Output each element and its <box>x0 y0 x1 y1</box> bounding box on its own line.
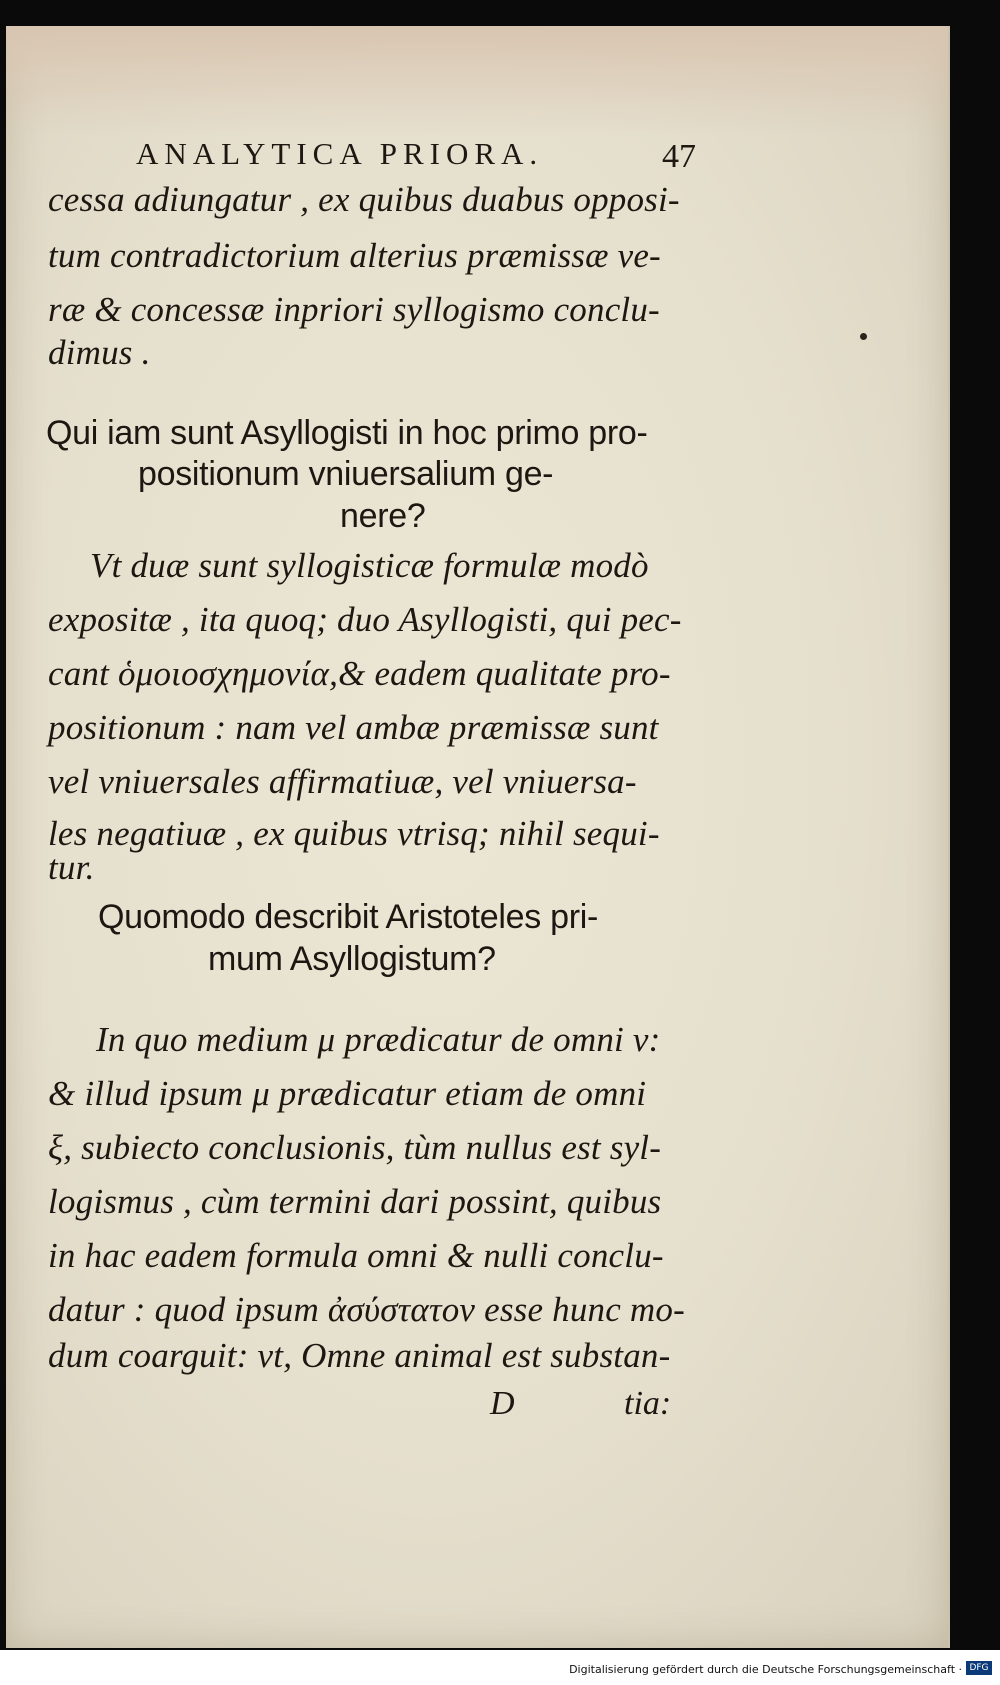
text-line: logismus , cùm termini dari possint, quibus <box>48 1182 662 1221</box>
text-line: cant ὁμοιοσχημονία,& eadem qualitate pro- <box>48 654 671 693</box>
text-line: tum contradictorium alterius præmissæ ve- <box>48 236 661 275</box>
text-line: les negatiuæ , ex quibus vtrisq; nihil sequi- <box>48 814 660 853</box>
text-line: In quo medium μ prædicatur de omni ν: <box>96 1020 661 1059</box>
text-line: ræ & concessæ inpriori syllogismo conclu- <box>48 290 660 329</box>
text-line: in hac eadem formula omni & nulli conclu- <box>48 1236 664 1275</box>
page-number: 47 <box>662 138 696 175</box>
section-heading: positionum vniuersalium ge- <box>138 455 554 493</box>
text-line: ξ, subiecto conclusionis, tùm nullus est syl- <box>48 1128 662 1167</box>
section-heading: mum Asyllogistum? <box>208 940 496 978</box>
dfg-logo-icon: DFG <box>966 1661 992 1675</box>
text-line: expositæ , ita quoq; duo Asyllogisti, qui pec- <box>48 600 682 639</box>
running-head: ANALYTICA PRIORA. <box>136 136 544 171</box>
text-line: tur. <box>48 848 95 887</box>
text-line: vel vniuersales affirmatiuæ, vel vniuersa- <box>48 762 637 801</box>
text-line: datur : quod ipsum ἀσύστατον esse hunc mo- <box>48 1290 685 1329</box>
catchword: tia: <box>624 1385 672 1422</box>
text-line: dum coarguit: vt, Omne animal est substan- <box>48 1336 671 1375</box>
text-line: & illud ipsum μ prædicatur etiam de omni <box>48 1074 647 1113</box>
ink-speck <box>860 333 867 340</box>
section-heading: nere? <box>340 497 426 535</box>
section-heading: Quomodo describit Aristoteles pri- <box>98 898 599 936</box>
text-line: positionum : nam vel ambæ præmissæ sunt <box>48 708 659 747</box>
text-line: Vt duæ sunt syllogisticæ formulæ modò <box>90 546 649 585</box>
text-line: dimus . <box>48 333 151 372</box>
signature-mark: D <box>490 1385 515 1422</box>
funding-credit: Digitalisierung gefördert durch die Deutsche Forschungsgemeinschaft · <box>569 1663 962 1676</box>
text-line: cessa adiungatur , ex quibus duabus opposi- <box>48 180 680 219</box>
section-heading: Qui iam sunt Asyllogisti in hoc primo pro- <box>46 414 648 452</box>
